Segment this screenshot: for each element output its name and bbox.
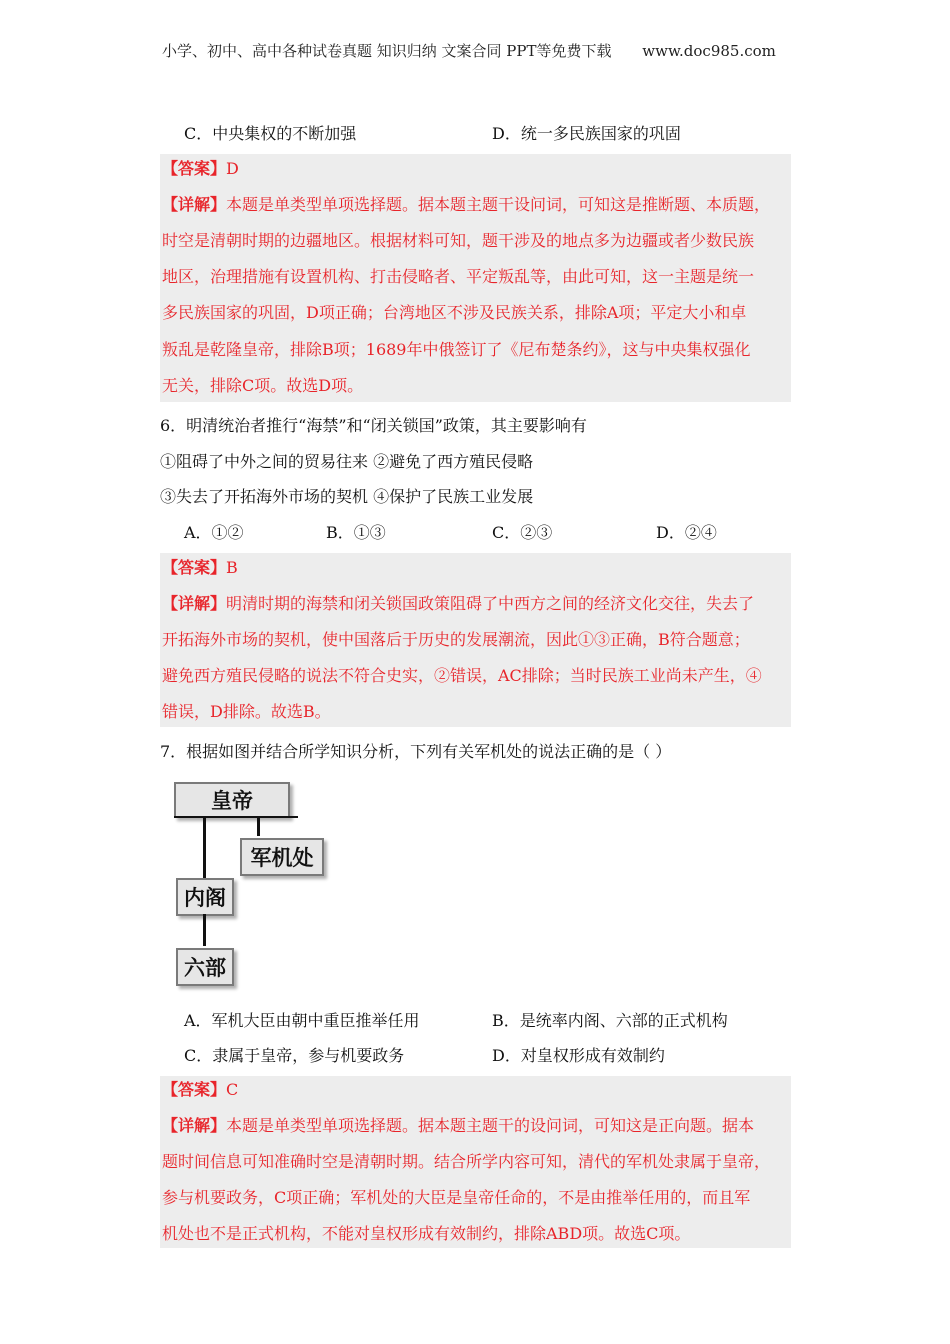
q6-option-d: D．②④ — [656, 523, 717, 542]
diagram-box-ministries: 六部 — [176, 948, 234, 986]
q5-detail-line: 【详解】本题是单类型单项选择题。据本题主题干设问词，可知这是推断题、本质题， — [162, 195, 771, 214]
q5-option-d: D．统一多民族国家的巩固 — [492, 124, 681, 143]
q6-detail-line: 错误，D排除。故选B。 — [162, 702, 331, 721]
q6-answer: 【答案】B — [162, 558, 238, 577]
q6-items-2: ③失去了开拓海外市场的契机 ④保护了民族工业发展 — [160, 487, 534, 506]
header-site: www.doc985.com — [642, 42, 776, 60]
q6-detail-line: 避免西方殖民侵略的说法不符合史实，②错误，AC排除；当时民族工业尚未产生，④ — [162, 666, 762, 685]
q7-detail-line: 【详解】本题是单类型单项选择题。据本题主题干的设问词，可知这是正向题。据本 — [162, 1116, 755, 1135]
q7-option-b: B．是统率内阁、六部的正式机构 — [492, 1011, 728, 1030]
q7-detail-line: 机处也不是正式机构，不能对皇权形成有效制约，排除ABD项。故选C项。 — [162, 1224, 691, 1243]
q6-answer-block — [160, 553, 791, 727]
q7-option-c: C．隶属于皇帝，参与机要政务 — [184, 1046, 405, 1065]
q6-detail-line: 【详解】明清时期的海禁和闭关锁国政策阻碍了中西方之间的经济文化交往，失去了 — [162, 594, 755, 613]
q6-stem: 6．明清统治者推行“海禁”和“闭关锁国”政策，其主要影响有 — [160, 416, 587, 435]
q7-stem: 7．根据如图并结合所学知识分析，下列有关军机处的说法正确的是（ ） — [160, 742, 672, 761]
q6-option-a: A．①② — [184, 523, 244, 542]
q5-answer-block — [160, 154, 791, 402]
diagram-connector — [257, 816, 260, 836]
diagram-box-emperor: 皇帝 — [174, 782, 290, 818]
q5-option-c: C．中央集权的不断加强 — [184, 124, 357, 143]
q6-items-1: ①阻碍了中外之间的贸易往来 ②避免了西方殖民侵略 — [160, 452, 534, 471]
q5-detail-line: 时空是清朝时期的边疆地区。根据材料可知，题干涉及的地点多为边疆或者少数民族 — [162, 231, 755, 250]
q5-detail-line: 多民族国家的巩固，D项正确；台湾地区不涉及民族关系，排除A项；平定大小和卓 — [162, 303, 747, 322]
page-header — [162, 40, 776, 61]
q7-answer-block — [160, 1076, 791, 1248]
q5-answer: 【答案】D — [162, 159, 239, 178]
q6-option-b: B．①③ — [326, 523, 386, 542]
q7-option-a: A．军机大臣由朝中重臣推举任用 — [184, 1011, 420, 1030]
q7-answer: 【答案】C — [162, 1080, 239, 1099]
diagram-box-council: 军机处 — [240, 838, 324, 876]
diagram-connector — [174, 816, 298, 818]
q7-detail-line: 参与机要政务，C项正确；军机处的大臣是皇帝任命的，不是由推举任用的，而且军 — [162, 1188, 751, 1207]
q6-option-c: C．②③ — [492, 523, 553, 542]
diagram-connector — [203, 914, 206, 946]
q5-detail-line: 无关，排除C项。故选D项。 — [162, 376, 364, 395]
header-text: 小学、初中、高中各种试卷真题 知识归纳 文案合同 PPT等免费下载 — [162, 42, 612, 60]
q5-detail-line: 叛乱是乾隆皇帝，排除B项；1689年中俄签订了《尼布楚条约》，这与中央集权强化 — [162, 340, 751, 359]
q7-option-d: D．对皇权形成有效制约 — [492, 1046, 665, 1065]
diagram-box-cabinet: 内阁 — [176, 878, 234, 916]
q5-detail-line: 地区，治理措施有设置机构、打击侵略者、平定叛乱等，由此可知，这一主题是统一 — [162, 267, 755, 286]
org-diagram — [170, 778, 330, 990]
q6-detail-line: 开拓海外市场的契机，使中国落后于历史的发展潮流，因此①③正确，B符合题意； — [162, 630, 750, 649]
diagram-connector — [203, 816, 206, 878]
q7-detail-line: 题时间信息可知准确时空是清朝时期。结合所学内容可知，清代的军机处隶属于皇帝， — [162, 1152, 771, 1171]
